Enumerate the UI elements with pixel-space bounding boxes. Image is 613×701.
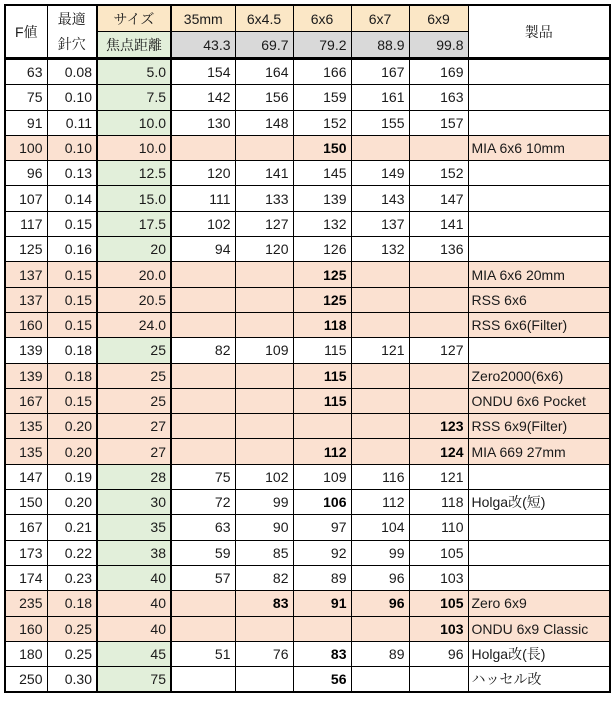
focal-length-value-cell[interactable] [351,312,409,337]
f-value-cell[interactable]: 150 [5,490,47,515]
header-focal-length[interactable]: 焦点距離 [97,32,171,59]
focal-length-value-cell[interactable] [171,439,235,464]
size-cell[interactable]: 7.5 [97,85,171,110]
product-cell[interactable]: ONDU 6x6 Pocket [468,388,610,413]
focal-length-value-cell[interactable]: 112 [293,439,351,464]
f-value-cell[interactable]: 100 [5,135,47,160]
focal-length-value-cell[interactable]: 56 [293,667,351,693]
focal-length-value-cell[interactable]: 130 [171,110,235,135]
focal-length-value-cell[interactable] [409,312,468,337]
focal-length-value-cell[interactable]: 82 [171,338,235,363]
focal-length-value-cell[interactable]: 118 [293,312,351,337]
product-cell[interactable]: ハッセル改 [468,667,610,693]
focal-length-value-cell[interactable]: 83 [235,591,293,616]
focal-length-value-cell[interactable]: 82 [235,565,293,590]
focal-length-value-cell[interactable] [235,616,293,641]
f-value-cell[interactable]: 96 [5,161,47,186]
focal-length-value-cell[interactable] [409,388,468,413]
focal-length-value-cell[interactable]: 118 [409,490,468,515]
focal-length-value-cell[interactable] [235,312,293,337]
table-row [5,262,610,287]
size-cell[interactable]: 35 [97,515,171,540]
f-value-cell[interactable]: 107 [5,186,47,211]
focal-length-value-cell[interactable] [351,667,409,693]
focal-length-value-cell[interactable]: 137 [351,211,409,236]
product-cell[interactable]: Zero 6x9 [468,591,610,616]
focal-length-value-cell[interactable]: 59 [171,540,235,565]
focal-length-value-cell[interactable]: 106 [293,490,351,515]
focal-length-value-cell[interactable]: 96 [351,591,409,616]
pinhole-diameter-cell[interactable]: 0.16 [47,237,97,262]
table-row [5,287,610,312]
focal-length-value-cell[interactable] [351,287,409,312]
focal-length-value-cell[interactable]: 132 [351,237,409,262]
size-cell[interactable]: 27 [97,414,171,439]
pinhole-diameter-cell[interactable]: 0.25 [47,641,97,666]
table-row [5,85,610,110]
focal-length-value-cell[interactable]: 96 [351,565,409,590]
table-row [5,388,610,413]
focal-length-value-cell[interactable]: 89 [351,641,409,666]
focal-length-value-cell[interactable]: 159 [293,85,351,110]
focal-length-value-cell[interactable] [351,262,409,287]
header-optimal-pinhole[interactable] [47,5,97,59]
product-cell[interactable] [468,186,610,211]
focal-length-value-cell[interactable]: 90 [235,515,293,540]
f-value-cell[interactable]: 135 [5,414,47,439]
product-cell[interactable]: RSS 6x6 [468,287,610,312]
size-cell[interactable]: 25 [97,338,171,363]
focal-length-value-cell[interactable]: 120 [171,161,235,186]
focal-length-value-cell[interactable]: 127 [235,211,293,236]
focal-length-value-cell[interactable] [171,135,235,160]
focal-length-value-cell[interactable]: 143 [351,186,409,211]
focal-length-value-cell[interactable] [409,135,468,160]
product-cell[interactable]: RSS 6x6(Filter) [468,312,610,337]
focal-length-value-cell[interactable]: 125 [293,287,351,312]
focal-length-value-cell[interactable] [171,287,235,312]
f-value-cell[interactable]: 139 [5,363,47,388]
focal-length-value-cell[interactable]: 109 [293,464,351,489]
focal-length-value-cell[interactable]: 105 [409,540,468,565]
size-cell[interactable]: 38 [97,540,171,565]
focal-length-value-cell[interactable] [351,414,409,439]
focal-length-value-cell[interactable]: 104 [351,515,409,540]
focal-length-value-cell[interactable] [293,414,351,439]
focal-length-value-cell[interactable]: 145 [293,161,351,186]
size-cell[interactable]: 20.5 [97,287,171,312]
size-cell[interactable]: 20.0 [97,262,171,287]
focal-length-value-cell[interactable]: 149 [351,161,409,186]
table-row [5,540,610,565]
f-value-cell[interactable]: 91 [5,110,47,135]
size-cell[interactable]: 24.0 [97,312,171,337]
focal-length-value-cell[interactable]: 120 [235,237,293,262]
size-cell[interactable]: 15.0 [97,186,171,211]
table-row [5,312,610,337]
size-cell[interactable]: 25 [97,388,171,413]
focal-length-value-cell[interactable]: 94 [171,237,235,262]
table-body [5,59,610,693]
pinhole-diameter-cell[interactable]: 0.25 [47,616,97,641]
product-cell[interactable]: MIA 6x6 10mm [468,135,610,160]
focal-length-value-cell[interactable]: 102 [171,211,235,236]
header-format-35mm[interactable]: 35mm [171,5,235,32]
focal-length-value-cell[interactable]: 142 [171,85,235,110]
f-value-cell[interactable]: 235 [5,591,47,616]
f-value-cell[interactable]: 160 [5,616,47,641]
pinhole-diameter-cell[interactable]: 0.20 [47,439,97,464]
focal-length-value-cell[interactable]: 121 [351,338,409,363]
f-value-cell[interactable]: 135 [5,439,47,464]
table-row [5,161,610,186]
table-row [5,464,610,489]
focal-value-6x9[interactable]: 99.8 [409,32,468,59]
table-row [5,616,610,641]
pinhole-diameter-cell[interactable]: 0.20 [47,490,97,515]
size-cell[interactable]: 20 [97,237,171,262]
focal-length-value-cell[interactable]: 127 [409,338,468,363]
header-pinhole-line2: 針穴 [57,35,86,52]
focal-value-6x6[interactable]: 79.2 [293,32,351,59]
focal-value-35mm[interactable]: 43.3 [171,32,235,59]
focal-length-value-cell[interactable]: 123 [409,414,468,439]
focal-length-value-cell[interactable] [171,262,235,287]
size-cell[interactable]: 40 [97,591,171,616]
product-cell[interactable] [468,59,610,85]
table-row [5,237,610,262]
product-cell[interactable] [468,565,610,590]
focal-length-value-cell[interactable] [235,388,293,413]
table-row [5,414,610,439]
focal-length-value-cell[interactable]: 152 [293,110,351,135]
pinhole-diameter-cell[interactable]: 0.11 [47,110,97,135]
table-row [5,135,610,160]
focal-length-value-cell[interactable] [351,363,409,388]
product-cell[interactable]: ONDU 6x9 Classic [468,616,610,641]
table-row [5,59,610,85]
size-cell[interactable]: 10.0 [97,135,171,160]
focal-length-value-cell[interactable]: 75 [171,464,235,489]
focal-length-value-cell[interactable]: 126 [293,237,351,262]
product-cell[interactable] [468,211,610,236]
focal-length-value-cell[interactable]: 169 [409,59,468,85]
focal-length-value-cell[interactable]: 97 [293,515,351,540]
header-size[interactable]: サイズ [97,5,171,32]
pinhole-diameter-cell[interactable]: 0.19 [47,464,97,489]
table-row [5,490,610,515]
f-value-cell[interactable]: 125 [5,237,47,262]
focal-length-value-cell[interactable]: 157 [409,110,468,135]
focal-length-value-cell[interactable]: 91 [293,591,351,616]
focal-length-value-cell[interactable]: 76 [235,641,293,666]
table-row [5,641,610,666]
focal-length-value-cell[interactable] [409,262,468,287]
pinhole-table [4,4,611,693]
focal-length-value-cell[interactable]: 167 [351,59,409,85]
focal-length-value-cell[interactable]: 141 [235,161,293,186]
table-header [5,5,610,59]
size-cell[interactable]: 17.5 [97,211,171,236]
focal-length-value-cell[interactable]: 115 [293,338,351,363]
pinhole-diameter-cell[interactable]: 0.15 [47,388,97,413]
focal-value-6x7[interactable]: 88.9 [351,32,409,59]
focal-length-value-cell[interactable] [235,287,293,312]
product-cell[interactable] [468,161,610,186]
product-cell[interactable] [468,237,610,262]
focal-length-value-cell[interactable] [171,616,235,641]
focal-length-value-cell[interactable]: 139 [293,186,351,211]
focal-length-value-cell[interactable] [293,616,351,641]
table-row [5,565,610,590]
focal-length-value-cell[interactable]: 63 [171,515,235,540]
focal-length-value-cell[interactable] [235,262,293,287]
product-cell[interactable] [468,515,610,540]
size-cell[interactable]: 27 [97,439,171,464]
header-format-6x45[interactable]: 6x4.5 [235,5,293,32]
focal-length-value-cell[interactable]: 103 [409,565,468,590]
table-row [5,338,610,363]
product-cell[interactable] [468,85,610,110]
focal-length-value-cell[interactable] [171,363,235,388]
focal-length-value-cell[interactable]: 116 [351,464,409,489]
size-cell[interactable]: 75 [97,667,171,693]
pinhole-diameter-cell[interactable]: 0.10 [47,135,97,160]
product-cell[interactable]: MIA 6x6 20mm [468,262,610,287]
table-row [5,363,610,388]
focal-length-value-cell[interactable] [171,414,235,439]
pinhole-diameter-cell[interactable]: 0.10 [47,85,97,110]
f-value-cell[interactable]: 173 [5,540,47,565]
focal-length-value-cell[interactable]: 141 [409,211,468,236]
size-cell[interactable]: 10.0 [97,110,171,135]
product-cell[interactable]: MIA 669 27mm [468,439,610,464]
focal-length-value-cell[interactable]: 102 [235,464,293,489]
focal-length-value-cell[interactable] [351,616,409,641]
focal-length-value-cell[interactable]: 125 [293,262,351,287]
focal-length-value-cell[interactable]: 99 [235,490,293,515]
pinhole-diameter-cell[interactable]: 0.22 [47,540,97,565]
focal-length-value-cell[interactable]: 156 [235,85,293,110]
f-value-cell[interactable]: 139 [5,338,47,363]
focal-length-value-cell[interactable]: 115 [293,363,351,388]
size-cell[interactable]: 30 [97,490,171,515]
size-cell[interactable]: 28 [97,464,171,489]
focal-length-value-cell[interactable]: 57 [171,565,235,590]
size-cell[interactable]: 45 [97,641,171,666]
header-product[interactable]: 製品 [468,5,610,59]
focal-length-value-cell[interactable]: 112 [351,490,409,515]
focal-length-value-cell[interactable] [351,439,409,464]
pinhole-diameter-cell[interactable]: 0.15 [47,312,97,337]
header-f-value[interactable]: F値 [5,5,47,59]
table-row [5,110,610,135]
product-cell[interactable]: RSS 6x9(Filter) [468,414,610,439]
pinhole-diameter-cell[interactable]: 0.08 [47,59,97,85]
product-cell[interactable]: Holga改(長) [468,641,610,666]
focal-length-value-cell[interactable]: 72 [171,490,235,515]
focal-length-value-cell[interactable] [351,388,409,413]
pinhole-diameter-cell[interactable]: 0.15 [47,287,97,312]
f-value-cell[interactable]: 167 [5,388,47,413]
focal-length-value-cell[interactable] [409,363,468,388]
f-value-cell[interactable]: 137 [5,262,47,287]
focal-length-value-cell[interactable]: 109 [235,338,293,363]
header-format-6x9[interactable]: 6x9 [409,5,468,32]
pinhole-diameter-cell[interactable]: 0.15 [47,211,97,236]
pinhole-diameter-cell[interactable]: 0.13 [47,161,97,186]
focal-length-value-cell[interactable]: 89 [293,565,351,590]
focal-length-value-cell[interactable]: 115 [293,388,351,413]
focal-length-value-cell[interactable]: 133 [235,186,293,211]
product-cell[interactable] [468,464,610,489]
f-value-cell[interactable]: 250 [5,667,47,693]
focal-length-value-cell[interactable]: 132 [293,211,351,236]
focal-length-value-cell[interactable]: 150 [293,135,351,160]
focal-length-value-cell[interactable]: 148 [235,110,293,135]
focal-value-6x45[interactable]: 69.7 [235,32,293,59]
focal-length-value-cell[interactable]: 161 [351,85,409,110]
focal-length-value-cell[interactable] [235,135,293,160]
focal-length-value-cell[interactable]: 147 [409,186,468,211]
size-cell[interactable]: 25 [97,363,171,388]
f-value-cell[interactable]: 117 [5,211,47,236]
focal-length-value-cell[interactable] [235,667,293,693]
f-value-cell[interactable]: 160 [5,312,47,337]
focal-length-value-cell[interactable] [235,363,293,388]
focal-length-value-cell[interactable]: 124 [409,439,468,464]
focal-length-value-cell[interactable]: 136 [409,237,468,262]
focal-length-value-cell[interactable]: 163 [409,85,468,110]
pinhole-diameter-cell[interactable]: 0.18 [47,363,97,388]
header-format-6x6[interactable]: 6x6 [293,5,351,32]
size-cell[interactable]: 40 [97,616,171,641]
f-value-cell[interactable]: 63 [5,59,47,85]
focal-length-value-cell[interactable]: 51 [171,641,235,666]
focal-length-value-cell[interactable] [171,388,235,413]
focal-length-value-cell[interactable] [351,135,409,160]
pinhole-diameter-cell[interactable]: 0.14 [47,186,97,211]
pinhole-diameter-cell[interactable]: 0.18 [47,338,97,363]
focal-length-value-cell[interactable] [171,591,235,616]
pinhole-diameter-cell[interactable]: 0.20 [47,414,97,439]
size-cell[interactable]: 40 [97,565,171,590]
focal-length-value-cell[interactable] [235,414,293,439]
focal-length-value-cell[interactable] [409,287,468,312]
focal-length-value-cell[interactable]: 96 [409,641,468,666]
focal-length-value-cell[interactable]: 154 [171,59,235,85]
product-cell[interactable] [468,338,610,363]
f-value-cell[interactable]: 180 [5,641,47,666]
table-row [5,667,610,693]
focal-length-value-cell[interactable]: 92 [293,540,351,565]
size-cell[interactable]: 12.5 [97,161,171,186]
pinhole-diameter-cell[interactable]: 0.15 [47,262,97,287]
focal-length-value-cell[interactable]: 166 [293,59,351,85]
focal-length-value-cell[interactable]: 99 [351,540,409,565]
pinhole-diameter-cell[interactable]: 0.18 [47,591,97,616]
focal-length-value-cell[interactable]: 110 [409,515,468,540]
f-value-cell[interactable]: 167 [5,515,47,540]
focal-length-value-cell[interactable]: 121 [409,464,468,489]
table-row [5,211,610,236]
pinhole-diameter-cell[interactable]: 0.21 [47,515,97,540]
f-value-cell[interactable]: 147 [5,464,47,489]
focal-length-value-cell[interactable]: 111 [171,186,235,211]
size-cell[interactable]: 5.0 [97,59,171,85]
focal-length-value-cell[interactable] [171,312,235,337]
f-value-cell[interactable]: 174 [5,565,47,590]
header-row-1 [5,5,610,32]
focal-length-value-cell[interactable] [235,439,293,464]
focal-length-value-cell[interactable]: 103 [409,616,468,641]
table-row [5,591,610,616]
product-cell[interactable]: Zero2000(6x6) [468,363,610,388]
focal-length-value-cell[interactable]: 155 [351,110,409,135]
product-cell[interactable] [468,110,610,135]
pinhole-diameter-cell[interactable]: 0.30 [47,667,97,693]
focal-length-value-cell[interactable]: 164 [235,59,293,85]
focal-length-value-cell[interactable]: 83 [293,641,351,666]
focal-length-value-cell[interactable]: 105 [409,591,468,616]
f-value-cell[interactable]: 137 [5,287,47,312]
focal-length-value-cell[interactable] [171,667,235,693]
focal-length-value-cell[interactable]: 152 [409,161,468,186]
pinhole-diameter-cell[interactable]: 0.23 [47,565,97,590]
header-pinhole-line1: 最適 [57,10,86,27]
table-row [5,515,610,540]
header-format-6x7[interactable]: 6x7 [351,5,409,32]
product-cell[interactable]: Holga改(短) [468,490,610,515]
table-row [5,186,610,211]
focal-length-value-cell[interactable]: 85 [235,540,293,565]
f-value-cell[interactable]: 75 [5,85,47,110]
focal-length-value-cell[interactable] [409,667,468,693]
table-row [5,439,610,464]
product-cell[interactable] [468,540,610,565]
